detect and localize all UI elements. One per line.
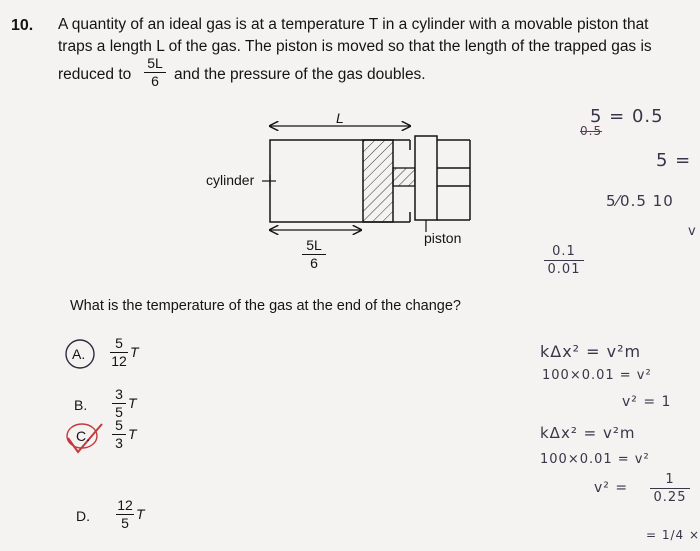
- fraction-denominator: 0.25: [653, 490, 687, 505]
- fraction-numerator: 5L: [147, 55, 163, 71]
- fraction-denominator: 3: [115, 435, 123, 451]
- question-text-line-3: reduced to: [58, 66, 132, 83]
- fraction-denominator: 6: [151, 73, 159, 89]
- handwriting-line-11: 100×0.01 = v²: [540, 452, 650, 467]
- option-letter: A.: [72, 346, 86, 362]
- diagram-reduced-fraction: [302, 238, 326, 271]
- option-letter: B.: [74, 397, 88, 413]
- fraction-denominator: 5: [115, 404, 123, 420]
- option-letter: D.: [76, 508, 90, 524]
- option-fraction: [116, 498, 134, 531]
- option-variable: T: [130, 344, 139, 360]
- fraction-denominator: 0.01: [547, 262, 581, 277]
- fraction-numerator: 5L: [306, 237, 322, 253]
- option-variable: T: [128, 395, 137, 411]
- handwriting-fraction-1: [544, 244, 584, 277]
- fraction-numerator: 1: [665, 472, 675, 487]
- question-prompt: What is the temperature of the gas at the end of the change?: [70, 298, 461, 314]
- fraction-denominator: 6: [310, 255, 318, 271]
- option-fraction: [110, 336, 128, 369]
- question-text-line-1: A quantity of an ideal gas is at a temperature T in a cylinder with a movable piston that: [58, 16, 649, 33]
- fraction-numerator: 5: [115, 335, 123, 351]
- handwriting-line-3: 5 =: [656, 150, 692, 171]
- question-text-line-2: traps a length L of the gas. The piston is moved so that the length of the trapped gas is: [58, 38, 652, 55]
- option-variable: T: [128, 426, 137, 442]
- handwriting-line-13: = 1/4 ×: [646, 528, 700, 542]
- handwriting-fraction-2: [650, 472, 690, 505]
- option-letter: C.: [76, 428, 90, 444]
- handwriting-line-12: v² =: [594, 480, 629, 496]
- handwriting-line-5: v: [688, 224, 697, 239]
- fraction-numerator: 12: [117, 497, 133, 513]
- handwriting-line-7: kΔx² = v²m: [540, 342, 642, 361]
- option-d[interactable]: [62, 498, 262, 542]
- option-a[interactable]: [62, 336, 262, 376]
- piston-rod: [393, 168, 415, 186]
- handwriting-line-1: 5 = 0.5: [590, 106, 664, 127]
- option-c[interactable]: [62, 418, 262, 462]
- option-fraction: [112, 387, 126, 420]
- fraction-bar: [650, 488, 690, 489]
- option-variable: T: [136, 506, 145, 522]
- piston-head: [363, 140, 393, 222]
- handwriting-crossed: 0.5: [580, 124, 603, 138]
- length-label: L: [336, 110, 344, 126]
- piston-label: piston: [424, 230, 462, 246]
- fraction-bar: [544, 260, 584, 261]
- fraction-denominator: 12: [111, 353, 127, 369]
- handwriting-line-10: kΔx² = v²m: [540, 424, 636, 442]
- fraction-numerator: 3: [115, 386, 123, 402]
- piston-handle: [415, 136, 437, 220]
- option-fraction: [112, 418, 126, 451]
- cylinder-label: cylinder: [206, 172, 255, 188]
- question-number: 10.: [11, 17, 34, 34]
- handwriting-line-8: 100×0.01 = v²: [542, 368, 652, 383]
- fraction-denominator: 5: [121, 515, 129, 531]
- handwriting-line-9: v² = 1: [622, 394, 672, 410]
- fraction-numerator: 0.1: [552, 244, 576, 259]
- handwriting-line-4: 5⁄0.5 10: [606, 192, 674, 210]
- question-text-line-4: and the pressure of the gas doubles.: [174, 66, 426, 83]
- fraction-numerator: 5: [115, 417, 123, 433]
